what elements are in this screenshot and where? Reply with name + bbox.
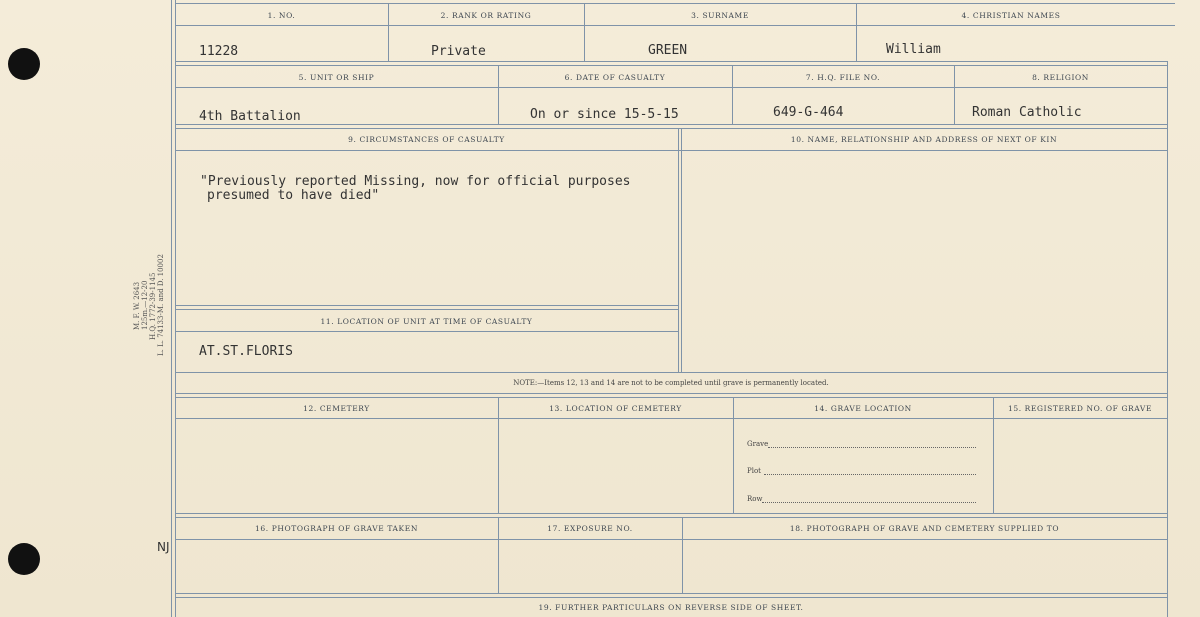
header-location-cemetery: 13. LOCATION OF CEMETERY [549, 404, 682, 413]
header-religion: 8. RELIGION [1032, 73, 1089, 82]
header-no: 1. NO. [267, 11, 296, 20]
margin-initials: NJ [157, 540, 170, 554]
value-location-unit: AT.ST.FLORIS [199, 344, 293, 359]
note-text: NOTE:—Items 12, 13 and 14 are not to be completed until grave is permanently located. [513, 379, 829, 387]
plot-label: Plot [747, 467, 761, 475]
header-location-unit: 11. LOCATION OF UNIT AT TIME OF CASUALTY [320, 317, 533, 326]
header-next-of-kin: 10. NAME, RELATIONSHIP AND ADDRESS OF NEXT OF KIN [790, 135, 1058, 144]
header-surname: 3. SURNAME [691, 11, 749, 20]
value-religion: Roman Catholic [972, 105, 1082, 120]
punch-hole-bottom [8, 543, 40, 575]
value-circumstances-2: presumed to have died" [207, 188, 380, 203]
side-print-1: M. F. W. 2643 [133, 281, 141, 330]
header-circumstances: 9. CIRCUMSTANCES OF CASUALTY [348, 135, 505, 144]
header-grave-location: 14. GRAVE LOCATION [814, 404, 912, 413]
footer-further-particulars: 19. FURTHER PARTICULARS ON REVERSE SIDE OF SHEET. [538, 603, 804, 612]
value-date: On or since 15-5-15 [530, 107, 679, 122]
header-christian-names: 4. CHRISTIAN NAMES [961, 11, 1061, 20]
side-print-4: L. L. 74133-M. and D. 10002 [157, 254, 165, 356]
header-cemetery: 12. CEMETERY [303, 404, 370, 413]
header-registered-no: 15. REGISTERED NO. OF GRAVE [1007, 404, 1153, 413]
header-photo-taken: 16. PHOTOGRAPH OF GRAVE TAKEN [255, 524, 418, 533]
margin-rule [171, 0, 172, 617]
value-circumstances-1: "Previously reported Missing, now for official purposes [200, 174, 631, 189]
header-hq-file: 7. H.Q. FILE NO. [805, 73, 881, 82]
value-hq-file: 649-G-464 [773, 105, 844, 120]
value-no: 11228 [199, 44, 239, 59]
side-print-3: H.Q. 1772-39-1145 [149, 272, 157, 340]
grave-label: Grave [747, 440, 769, 448]
value-surname: GREEN [648, 43, 688, 58]
value-unit: 4th Battalion [199, 109, 301, 124]
header-unit: 5. UNIT OR SHIP [298, 73, 375, 82]
header-exposure: 17. EXPOSURE NO. [547, 524, 633, 533]
value-christian-names: William [886, 42, 941, 57]
header-photo-supplied: 18. PHOTOGRAPH OF GRAVE AND CEMETERY SUPPLIED TO [789, 524, 1060, 533]
header-date: 6. DATE OF CASUALTY [564, 73, 666, 82]
value-rank: Private [431, 44, 486, 59]
row-label: Row [747, 495, 763, 503]
side-print-2: 125m.—12-20 [141, 280, 149, 330]
punch-hole-top [8, 48, 40, 80]
header-rank: 2. RANK OR RATING [440, 11, 532, 20]
